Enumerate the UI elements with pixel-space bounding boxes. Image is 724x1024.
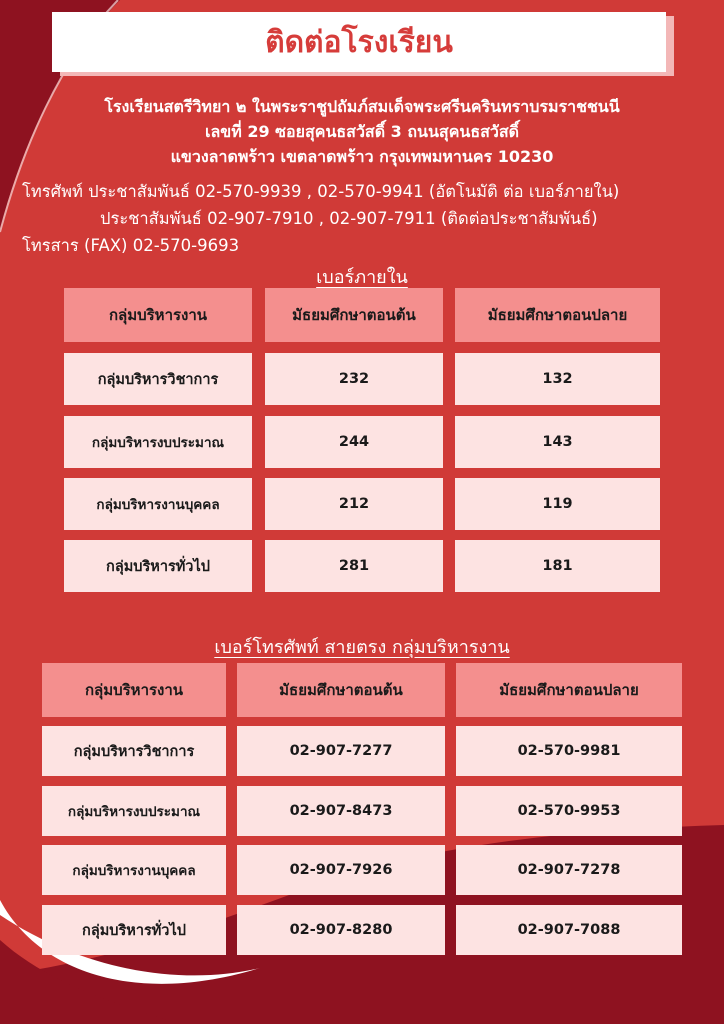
- internal-row-upper: 119: [455, 478, 660, 530]
- internal-row-group: กลุ่มบริหารวิชาการ: [64, 353, 252, 405]
- address-line-1: โรงเรียนสตรีวิทยา ๒ ในพระราชูปถัมภ์สมเด็จพระศรีนครินทราบรมราชชนนี: [104, 97, 620, 116]
- direct-row-group: กลุ่มบริหารวิชาการ: [42, 726, 226, 776]
- direct-row-upper: 02-570-9981: [456, 726, 682, 776]
- direct-row-group: กลุ่มบริหารทั่วไป: [42, 905, 226, 955]
- title-banner: [52, 12, 666, 72]
- internal-row-lower: 281: [265, 540, 443, 592]
- internal-header-lower: มัธยมศึกษาตอนต้น: [265, 288, 443, 342]
- page-title: ติดต่อโรงเรียน: [52, 12, 666, 72]
- phone-line-2: ประชาสัมพันธ์ 02-907-7910 , 02-907-7911 (ติดต่อประชาสัมพันธ์): [100, 209, 598, 228]
- internal-row-lower: 232: [265, 353, 443, 405]
- direct-row-upper: 02-907-7278: [456, 845, 682, 895]
- internal-row-lower: 244: [265, 416, 443, 468]
- direct-row-lower: 02-907-7926: [237, 845, 445, 895]
- internal-row-upper: 143: [455, 416, 660, 468]
- direct-header-upper: มัธยมศึกษาตอนปลาย: [456, 663, 682, 717]
- direct-row-group: กลุ่มบริหารงานบุคคล: [42, 845, 226, 895]
- address-line-2: เลขที่ 29 ซอยสุคนธสวัสดิ์ 3 ถนนสุคนธสวัสดิ์: [205, 122, 519, 141]
- direct-row-group: กลุ่มบริหารงบประมาณ: [42, 786, 226, 836]
- direct-row-lower: 02-907-8473: [237, 786, 445, 836]
- internal-row-upper: 132: [455, 353, 660, 405]
- internal-row-group: กลุ่มบริหารทั่วไป: [64, 540, 252, 592]
- phone-line-1: โทรศัพท์ ประชาสัมพันธ์ 02-570-9939 , 02-570-9941 (อัตโนมัติ ต่อ เบอร์ภายใน): [22, 182, 620, 201]
- address-line-3: แขวงลาดพร้าว เขตลาดพร้าว กรุงเทพมหานคร 10230: [170, 147, 554, 166]
- internal-header-group: กลุ่มบริหารงาน: [64, 288, 252, 342]
- direct-row-upper: 02-907-7088: [456, 905, 682, 955]
- internal-section-title: เบอร์ภายใน: [316, 267, 408, 288]
- internal-row-group: กลุ่มบริหารงานบุคคล: [64, 478, 252, 530]
- direct-header-group: กลุ่มบริหารงาน: [42, 663, 226, 717]
- fax-line: โทรสาร (FAX) 02-570-9693: [22, 236, 240, 255]
- internal-header-upper: มัธยมศึกษาตอนปลาย: [455, 288, 660, 342]
- direct-row-lower: 02-907-7277: [237, 726, 445, 776]
- direct-section-title: เบอร์โทรศัพท์ สายตรง กลุ่มบริหารงาน: [214, 637, 510, 658]
- internal-row-lower: 212: [265, 478, 443, 530]
- internal-row-upper: 181: [455, 540, 660, 592]
- direct-row-upper: 02-570-9953: [456, 786, 682, 836]
- internal-row-group: กลุ่มบริหารงบประมาณ: [64, 416, 252, 468]
- direct-row-lower: 02-907-8280: [237, 905, 445, 955]
- direct-header-lower: มัธยมศึกษาตอนต้น: [237, 663, 445, 717]
